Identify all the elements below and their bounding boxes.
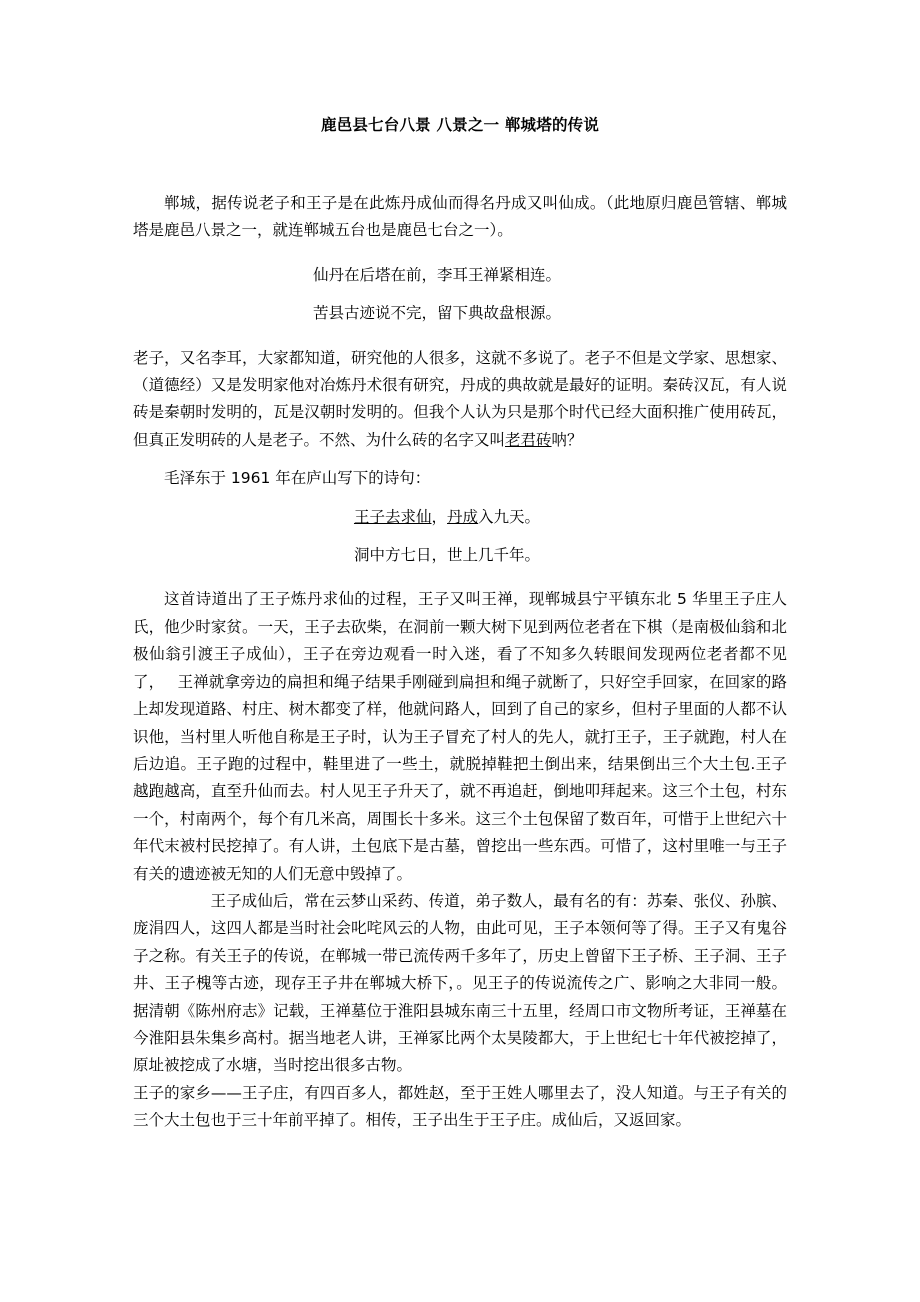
paragraph-story-text-2: 王禅就拿旁边的扁担和绳子结果手刚碰到扁担和绳子就断了，只好空手回家，在回家的路上却发现道路、村庄、树木都变了样，他就问路人，回到了自己的家乡，但村子里面的人都不认识他，当村里人听他自称是王子时，认为王子冒充了村人的先人，就打王子，王子就跑，村人在后边追。王子跑的过程中，鞋里进了一些土，就脱掉鞋把土倒出来，结果倒出三个大土包.王子越跑越高，直至升仙而去。村人见王子升天了，就不再追赶，倒地叩拜起来。这三个土包，村东一个，村南两个，每个有几米高，周围长十多米。这三个土包保留了数百年，可惜于上世纪六十年代末被村民挖掉了。有人讲，土包底下是古墓，曾挖出一些东西。可惜了，这村里唯一与王子有关的遗迹被无知的人们无意中毁掉了。 bbox=[133, 672, 787, 883]
paragraph-story-text-1: 这首诗道出了王子炼丹求仙的过程，王子又叫王禅，现郸城县宁平镇东北 5 华里王子庄人氏，他少时家贫。一天，王子去砍柴，在洞前一颗大树下见到两位老者在下棋（是南极仙翁和北极仙翁引渡王子成仙），王子在旁边观看一时入迷，看了不知多久转眼间发现两位老者都不见了， bbox=[133, 590, 787, 691]
mao-poem-line-1 bbox=[133, 504, 787, 531]
spacer-poem-story bbox=[133, 569, 787, 586]
spacer-couplet bbox=[133, 289, 787, 300]
paragraph-laozi-text-2: 呐？ bbox=[551, 430, 583, 449]
page-title: 鹿邑县七台八景 八景之一 郸城塔的传说 bbox=[320, 116, 600, 134]
spacer-laozi-mao bbox=[133, 454, 787, 465]
spacer-couplet-laozi bbox=[133, 328, 787, 345]
mao-intro-line: 毛泽东于 1961 年在庐山写下的诗句： bbox=[164, 469, 431, 488]
mao-poem-underlined-wangzi: 王子去求仙 bbox=[353, 507, 432, 526]
spacer-mao-poem-2 bbox=[133, 531, 787, 542]
spacer-intro-couplet bbox=[133, 245, 787, 262]
spacer-title-body bbox=[133, 138, 787, 190]
mao-poem-line-2: 洞中方七日，世上几千年。 bbox=[353, 546, 540, 565]
mao-poem-line-1-tail: 入九天。 bbox=[478, 507, 541, 526]
paragraph-story bbox=[133, 586, 787, 887]
paragraph-disciples: 王子成仙后，常在云梦山采药、传道，弟子数人，最有名的有：苏秦、张仪、孙膑、庞涓四人，这四人都是当时社会叱咤风云的人物，由此可见，王子本领何等了得。王子又有鬼谷子之称。有关王子的传说，在郸城一带已流传两千多年了，历史上曾留下王子桥、王子洞、王子井、王子槐等古迹，现存王子井在郸城大桥下，。见王子的传说流传之广、影响之大非同一般。据清朝《陈州府志》记载，王禅墓位于淮阳县城东南三十五里，经周口市文物所考证，王禅墓在今淮阳县朱集乡高村。据当地老人讲，王禅冢比两个太昊陵都大，于上世纪七十年代被挖掉了，原址被挖成了水塘，当时挖出很多古物。 bbox=[133, 891, 787, 1075]
spacer-mao-poem-1 bbox=[133, 493, 787, 504]
mao-poem-comma: ， bbox=[431, 507, 447, 526]
couplet-line-2: 苦县古迹说不完，留下典故盘根源。 bbox=[312, 304, 561, 323]
paragraph-laozi-text-1: 老子，又名李耳，大家都知道，研究他的人很多，这就不多说了。老子不但是文学家、思想家、（道德经）又是发明家他对冶炼丹术很有研究，丹成的典故就是最好的证明。秦砖汉瓦，有人说砖是秦朝时发明的，瓦是汉朝时发明的。但我个人认为只是那个时代已经大面积推广使用砖瓦，但真正发明砖的人是老子。不然、为什么砖的名字又叫 bbox=[133, 348, 787, 449]
paragraph-hometown: 王子的家乡——王子庄，有四百多人，都姓赵，至于王姓人哪里去了，没人知道。与王子有关的三个大土包也于三十年前平掉了。相传，王子出生于王子庄。成仙后，又返回家。 bbox=[133, 1083, 787, 1130]
paragraph-intro: 郸城，据传说老子和王子是在此炼丹成仙而得名丹成又叫仙成。（此地原归鹿邑管辖、郸城塔是鹿邑八景之一，就连郸城五台也是鹿邑七台之一）。 bbox=[133, 194, 787, 240]
couplet-line-1: 仙丹在后塔在前，李耳王禅紧相连。 bbox=[312, 265, 561, 284]
paragraph-laozi bbox=[133, 345, 787, 455]
mao-poem-underlined-dancheng: 丹成 bbox=[447, 507, 479, 526]
laozi-brick-underlined-term: 老君砖 bbox=[505, 430, 552, 449]
